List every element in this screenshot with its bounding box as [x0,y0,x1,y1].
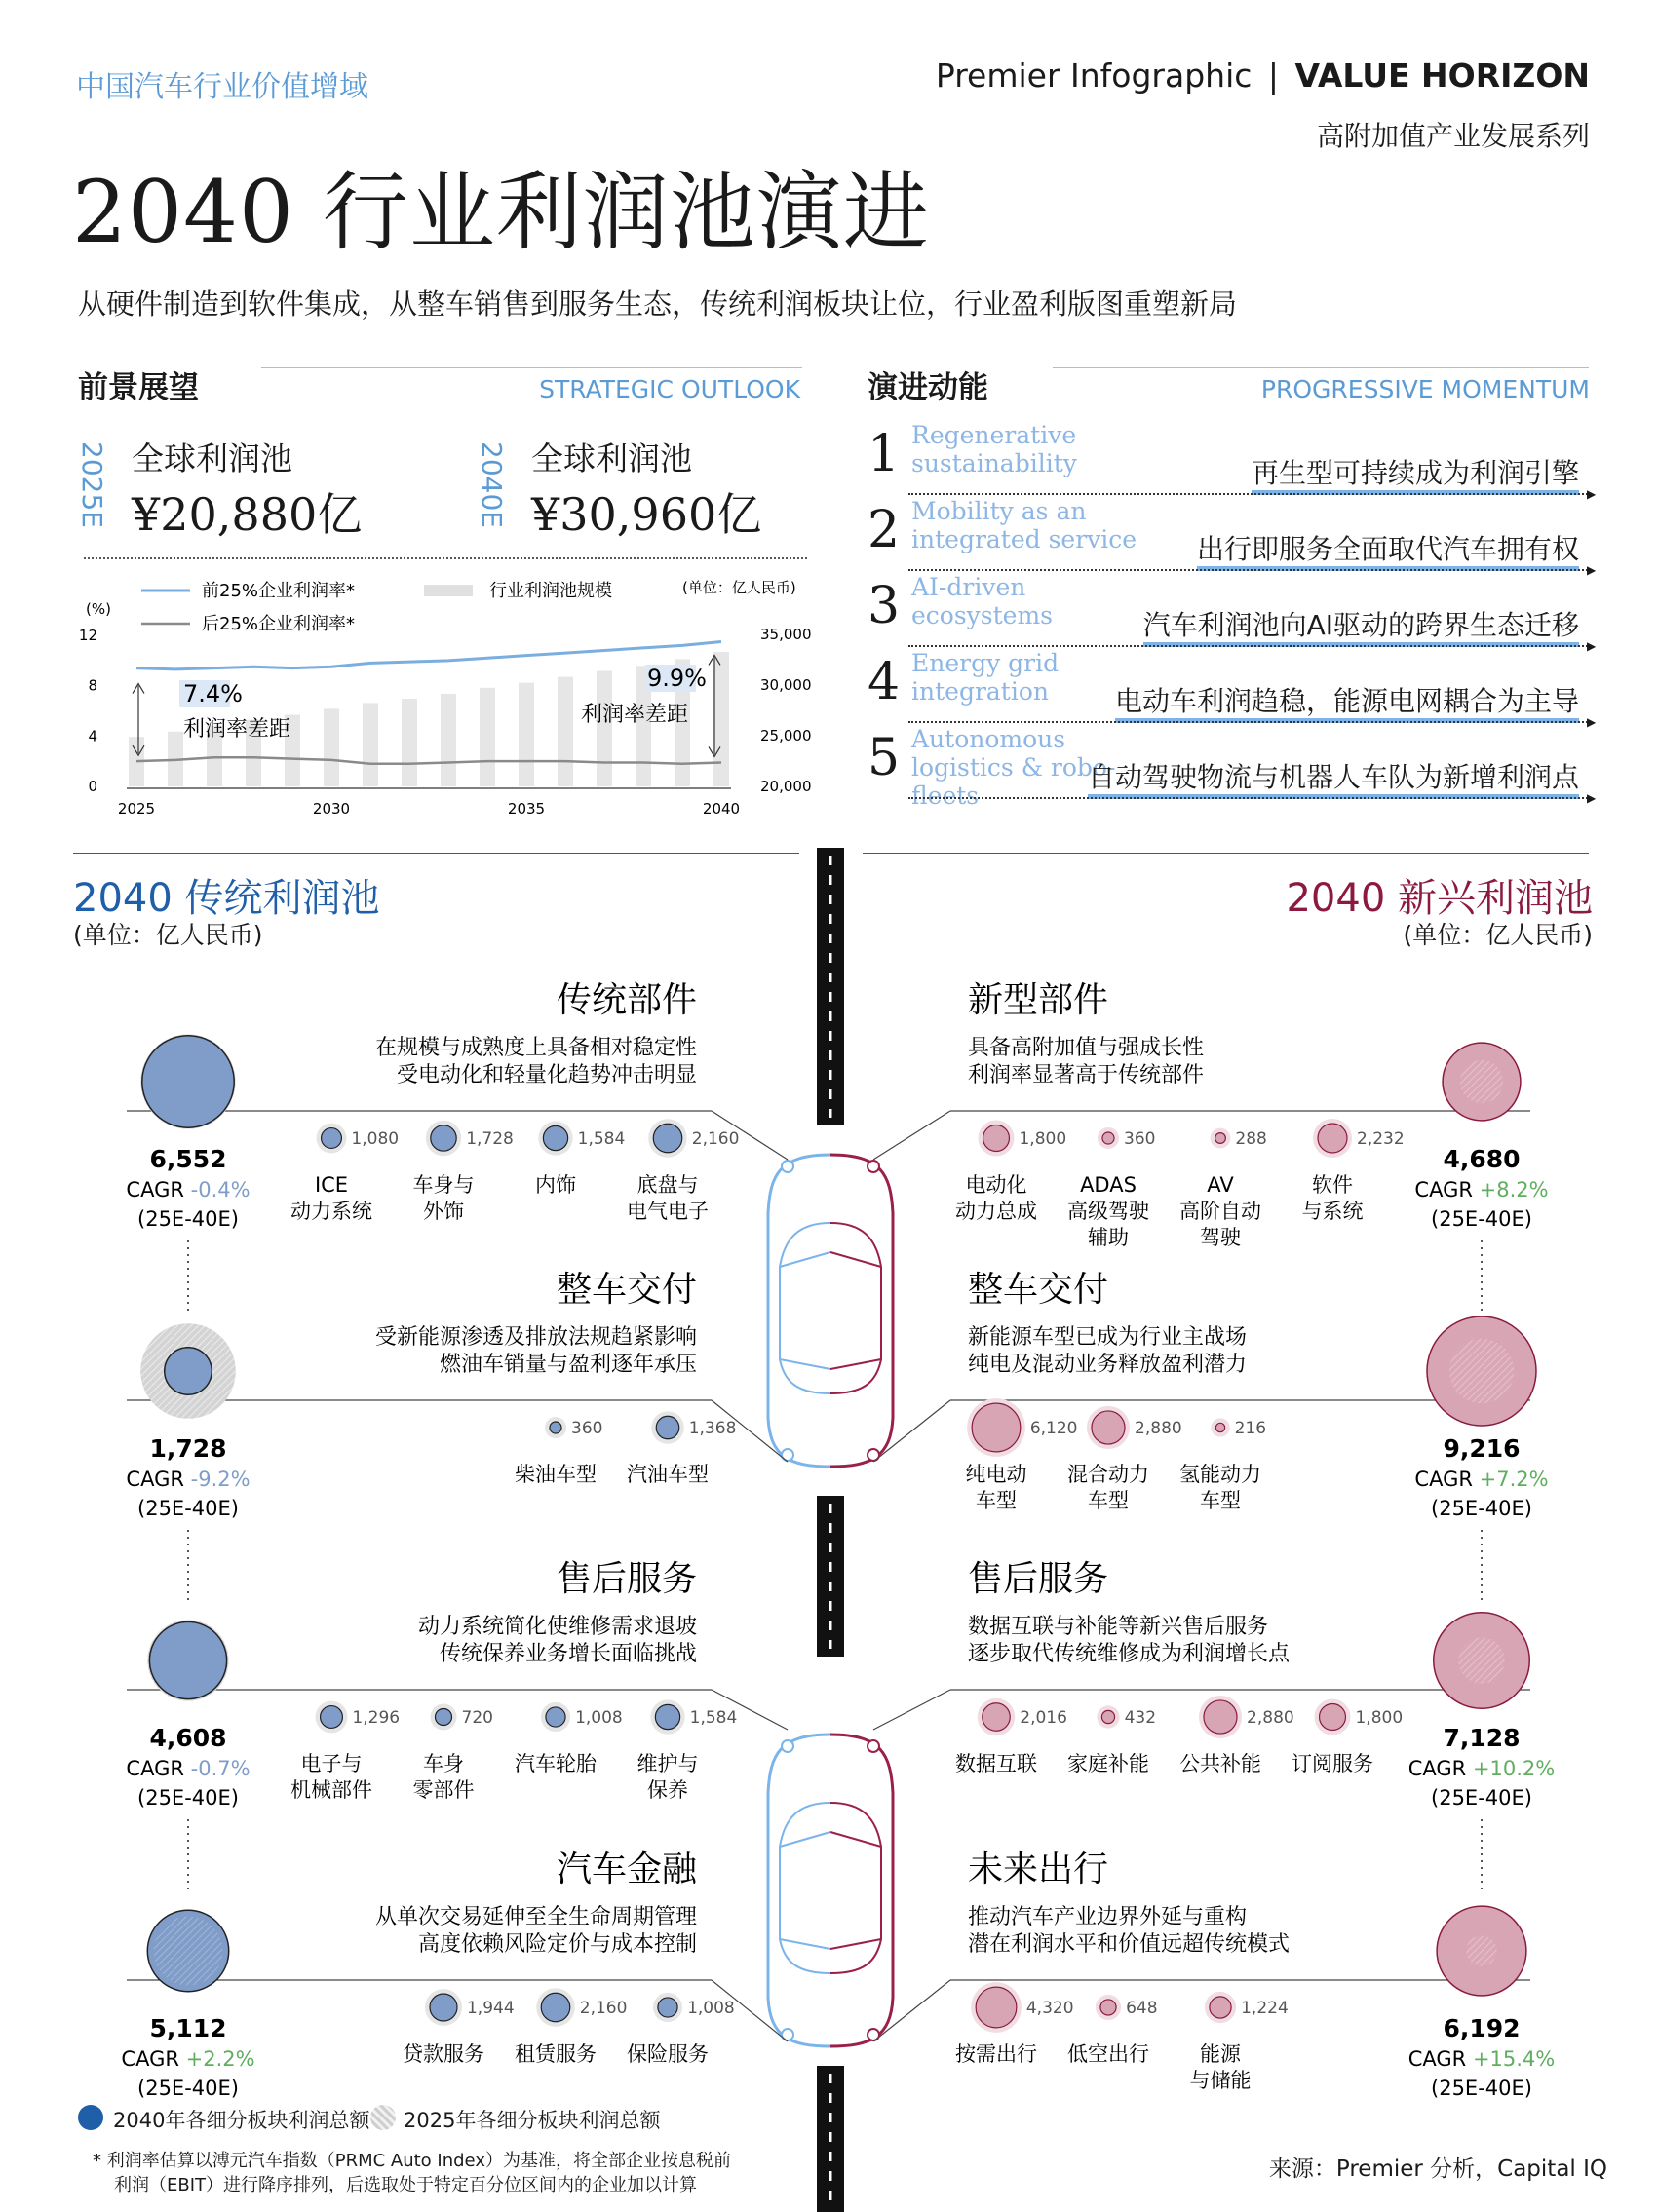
section-desc-1: 从单次交易延伸至全生命周期管理 [374,1905,697,1929]
section-title: 未来出行 [968,1850,1109,1889]
item-bubble-2040 [435,1708,451,1725]
item-bubble-2040 [983,1703,1011,1732]
brand-right: VALUE HORIZON [1294,57,1590,95]
profit-pool-bar [441,694,456,786]
momentum-cn: 自动驾驶物流与机器人车队为新增利润点 [1088,756,1579,795]
y-left-tick: 12 [78,627,97,644]
bubble-2025 [154,1917,223,1986]
cagr-label: CAGR [121,2047,186,2071]
item-label: 汽车轮胎 [515,1752,597,1775]
pool-2025-label: 全球利润池 [132,439,292,477]
section-period: (25E-40E) [137,1497,239,1520]
car-windshield-left [780,1252,830,1369]
item-bubble-2040 [653,1124,682,1153]
page-subtitle: 从硬件制造到软件集成，从整车销售到服务生态，传统利润板块让位，行业盈利版图重塑新局 [78,287,1238,321]
item-bubble-2040 [976,1987,1017,2028]
momentum-en: Autonomous logistics & robo-fleets [911,725,1116,810]
car-windshield-left [780,1832,830,1949]
item-bubble-2040 [983,1125,1010,1152]
car-light [782,1740,793,1752]
item-bubble-2040 [431,1125,456,1151]
section-cagr [1408,2047,1556,2071]
bubble-2040 [142,1036,234,1127]
momentum-item [868,571,1599,653]
bubble-2040 [149,1621,226,1698]
cagr-value: +8.2% [1479,1178,1549,1201]
cagr-label: CAGR [1407,1757,1473,1780]
footnote-line-2: 利润（EBIT）进行降序排列，后选取处于特定百分位区间内的企业加以计算 [114,2175,698,2195]
item-bubble-2040 [541,1993,570,2022]
gap-value-2040: 9.9% [647,665,707,692]
momentum-rule [1053,367,1589,368]
bubble-2025 [1466,1935,1496,1965]
section-desc-1: 推动汽车产业边界外延与重构 [968,1905,1248,1929]
item-label: 车型 [1088,1489,1129,1512]
cagr-value: +10.2% [1472,1757,1556,1780]
gap-label-2040: 利润率差距 [581,703,689,727]
momentum-en: Mobility as an integrated service [911,497,1137,553]
profit-pool-bar [324,708,339,786]
item-label: 软件 [1312,1173,1353,1197]
momentum-arrow-icon: ▶ [1587,487,1597,501]
section-period: (25E-40E) [1431,1497,1532,1520]
item-label: 动力总成 [955,1200,1037,1223]
car-windshield-right [830,1832,881,1949]
section-desc-1: 具备高附加值与强成长性 [968,1036,1205,1060]
y-left-tick: 0 [88,778,97,795]
section-period: (25E-40E) [1431,1786,1532,1810]
item-label: 能源 [1200,2042,1241,2066]
y-right-tick: 35,000 [760,626,812,643]
item-bubble-2040 [1320,1704,1346,1731]
section-desc-1: 新能源车型已成为行业主战场 [968,1325,1248,1350]
item-label: 按需出行 [955,2042,1037,2066]
header-kicker: 中国汽车行业价值增域 [76,70,368,104]
cagr-value: +15.4% [1472,2047,1556,2071]
section-title: 售后服务 [556,1559,697,1599]
momentum-item [868,723,1599,810]
profit-pool-bar [402,699,417,786]
item-bubble-2040 [972,1403,1021,1452]
item-value: 2,232 [1357,1129,1405,1149]
y-left-tick: 8 [88,676,97,695]
momentum-cn: 汽车利润池向AI驱动的跨界生态迁移 [1143,604,1579,643]
item-label: 保险服务 [627,2042,709,2066]
item-value: 648 [1126,1999,1158,2018]
emerging-section [873,1270,1549,1600]
profit-pool-bar [480,688,495,786]
item-label: ICE [314,1173,349,1197]
momentum-cn: 出行即服务全面取代汽车拥有权 [1197,528,1579,567]
momentum-number: 5 [868,729,901,787]
item-bubble-2040 [322,1128,342,1149]
item-value: 1,224 [1241,1999,1289,2018]
emerging-section [873,1559,1555,1890]
legend-bottom25-label: 后25%企业利润率* [202,614,356,634]
y-right-tick: 25,000 [760,727,812,744]
item-value: 1,296 [352,1708,401,1728]
legend-pool-label: 行业利润池规模 [489,581,612,601]
momentum-number: 4 [868,653,901,711]
connector-to-car [873,1980,950,2041]
outlook-rule [261,367,802,368]
legend-2040-label: 2040年各细分板块利润总额 [113,2109,370,2132]
section-desc-1: 动力系统简化使维修需求退坡 [417,1615,697,1639]
cagr-label: CAGR [126,1178,191,1201]
momentum-cn: 再生型可持续成为利润引擎 [1252,452,1579,491]
x-tick: 2035 [507,800,546,818]
car-windshield-right [830,1252,881,1369]
item-value: 2,160 [579,1999,628,2018]
momentum-number: 1 [868,425,901,483]
section-cagr [1414,1468,1548,1491]
section-desc-2: 纯电及混动业务释放盈利潜力 [968,1353,1248,1377]
footnote [93,2149,731,2197]
y-right-label: (单位：亿人民币) [682,579,796,596]
section-cagr [121,2047,254,2071]
item-label: 机械部件 [290,1778,372,1802]
bubble-2025 [1460,1060,1503,1103]
item-label: 贷款服务 [403,2042,484,2066]
traditional-pool-title: 2040 传统利润池 [73,876,380,921]
section-period: (25E-40E) [137,1786,239,1810]
traditional-section [121,1850,788,2100]
car-light [868,1161,879,1172]
item-bubble-2040 [543,1125,567,1150]
connector-to-car [873,1400,950,1462]
brand-left: Premier Infographic [935,57,1253,95]
section-total: 6,192 [1443,2014,1521,2042]
momentum-arrow-icon: ▶ [1587,791,1597,805]
momentum-number: 2 [868,501,901,559]
item-label: 底盘与 [636,1173,699,1197]
item-value: 1,944 [466,1999,515,2018]
traditional-unit: (单位：亿人民币) [73,921,263,949]
profit-pool-bar [558,677,573,786]
section-desc-2: 逐步取代传统维修成为利润增长点 [968,1642,1291,1666]
cagr-value: -9.2% [190,1468,251,1491]
item-value: 432 [1124,1708,1157,1728]
emerging-section [873,980,1549,1311]
section-title: 汽车金融 [556,1850,697,1889]
item-value: 1,008 [575,1708,623,1728]
y-left-tick: 4 [88,727,97,745]
item-label: ADAS [1080,1173,1137,1197]
item-value: 216 [1234,1419,1267,1438]
cagr-value: +2.2% [185,2047,255,2071]
item-bubble-2040 [1215,1423,1224,1431]
item-label: 动力系统 [290,1200,372,1223]
item-label: 混合动力 [1067,1463,1149,1486]
section-desc-1: 受新能源渗透及排放法规趋紧影响 [374,1325,697,1350]
cagr-label: CAGR [1407,2047,1473,2071]
outlook-divider [84,557,807,559]
item-label: 租赁服务 [515,2042,597,2066]
outlook-title: 前景展望 [78,370,199,405]
car-body-right [830,1155,893,1467]
item-label: 低空出行 [1067,2042,1149,2066]
profit-pool-bar [713,652,729,786]
item-value: 4,320 [1025,1999,1074,2018]
item-bubble-2040 [655,1704,679,1729]
legend-top25-label: 前25%企业利润率* [202,581,356,601]
x-tick: 2040 [702,800,741,818]
section-total: 4,680 [1443,1145,1521,1173]
item-label: 保养 [647,1778,688,1802]
item-value: 1,800 [1019,1129,1067,1149]
pool-2025-year: 2025E [76,441,108,528]
section-title: 售后服务 [968,1559,1109,1599]
item-label: 家庭补能 [1067,1752,1149,1775]
item-bubble-2040 [1204,1700,1237,1734]
momentum-en: Energy grid integration [911,649,1060,706]
outlook-title-en: STRATEGIC OUTLOOK [539,375,800,403]
item-label: 汽油车型 [627,1463,709,1486]
momentum-item [868,647,1599,729]
item-label: 高阶自动 [1179,1200,1261,1223]
momentum-title: 演进动能 [868,370,988,405]
item-value: 1,728 [466,1129,514,1149]
section-period: (25E-40E) [137,2077,239,2100]
item-value: 6,120 [1029,1419,1078,1438]
connector-to-car [873,1690,950,1730]
section-cagr [126,1757,250,1780]
item-label: 车型 [976,1489,1017,1512]
cagr-value: -0.4% [190,1178,251,1201]
car-bottom [768,1735,893,2046]
brand-sep: | [1267,57,1280,95]
cagr-label: CAGR [1414,1178,1480,1201]
momentum-en: Regenerative sustainability [911,421,1077,477]
item-label: 车身与 [412,1173,475,1197]
pool-2025-value: ¥20,880亿 [132,488,363,541]
section-title: 整车交付 [556,1270,697,1310]
section-cagr [1408,1757,1556,1780]
emerging-pool-title: 2040 新兴利润池 [1286,876,1593,921]
item-value: 2,880 [1135,1419,1182,1438]
item-label: 与储能 [1189,2069,1252,2092]
section-total: 9,216 [1443,1434,1521,1463]
item-bubble-2040 [550,1422,561,1433]
section-period: (25E-40E) [137,1207,239,1231]
item-bubble-2040 [430,1994,457,2021]
section-desc-2: 燃油车销量与盈利逐年承压 [439,1353,697,1377]
item-label: 车身 [423,1752,464,1775]
legend-pool-swatch [424,585,473,596]
section-cagr [1414,1178,1548,1201]
section-desc-1: 数据互联与补能等新兴售后服务 [968,1615,1269,1639]
item-bubble-2040 [321,1706,343,1729]
item-bubble-2040 [1318,1124,1347,1153]
item-bubble-2040 [1102,1132,1114,1144]
item-bubble-2040 [656,1416,678,1438]
pool-2040-label: 全球利润池 [531,439,692,477]
item-value: 1,008 [687,1999,735,2018]
section-cagr [126,1468,250,1491]
road-segment [817,848,844,1125]
momentum-dotted-rule [908,797,1591,799]
section-desc-2: 受电动化和轻量化趋势冲击明显 [396,1063,697,1087]
car-body-left [768,1155,830,1467]
item-label: 维护与 [636,1752,699,1775]
momentum-item [868,495,1599,577]
brand-line [936,57,1590,95]
emerging-section [873,1850,1555,2100]
cagr-value: -0.7% [190,1757,251,1780]
cagr-label: CAGR [126,1757,191,1780]
momentum-number: 3 [868,577,901,635]
pool-2040-year: 2040E [476,441,508,528]
item-value: 1,080 [351,1129,400,1149]
emerging-unit: (单位：亿人民币) [1403,921,1593,949]
y-right-tick: 30,000 [760,676,812,694]
cagr-label: CAGR [126,1468,191,1491]
section-desc-2: 利润率显著高于传统部件 [968,1063,1205,1087]
item-bubble-2040 [1100,2000,1116,2015]
bubble-2025 [1458,1637,1504,1683]
item-bubble-2040 [1215,1133,1226,1144]
road-segment [817,1496,844,1657]
traditional-section [126,1559,788,1890]
item-bubble-2040 [1101,1710,1114,1723]
profit-margin-chart [68,565,829,833]
item-bubble-2040 [1210,1997,1231,2018]
series-label: 高附加值产业发展系列 [1316,120,1590,152]
item-bubble-2040 [1092,1411,1125,1444]
section-period: (25E-40E) [1431,2077,1532,2100]
item-bubble-2040 [546,1707,565,1727]
item-bubble-2040 [658,1998,677,2017]
legend-2040-swatch [78,2105,103,2130]
item-value: 288 [1235,1129,1267,1149]
bubble-2040 [165,1348,212,1394]
car-light [782,1161,793,1172]
item-label: 电子与 [300,1752,363,1775]
item-label: 零部件 [412,1778,475,1802]
profit-pool-bar [363,703,378,786]
section-total: 1,728 [149,1434,227,1463]
section-title: 新型部件 [968,980,1109,1020]
pool-2040-value: ¥30,960亿 [531,488,762,541]
momentum-arrow-icon: ▶ [1587,563,1597,577]
gap-label-2025: 利润率差距 [183,717,291,742]
item-value: 1,584 [689,1708,738,1728]
item-value: 1,584 [577,1129,626,1149]
item-label: 氢能动力 [1179,1463,1261,1486]
section-total: 6,552 [149,1145,227,1173]
y-right-tick: 20,000 [760,778,812,795]
item-value: 2,160 [691,1129,740,1149]
bottom25-margin-line [136,757,721,763]
section-total: 7,128 [1443,1724,1521,1752]
momentum-item [868,419,1599,501]
item-label: 柴油车型 [515,1463,597,1486]
page-title: 2040 行业利润池演进 [72,162,930,262]
item-label: 公共补能 [1179,1752,1261,1775]
section-period: (25E-40E) [1431,1207,1532,1231]
item-value: 360 [1124,1129,1156,1149]
car-top [768,1155,893,1467]
car-body-right [830,1735,893,2046]
footnote-line-1: * 利润率估算以溥元汽车指数（PRMC Auto Index）为基准，将全部企业按息税前 [93,2151,731,2171]
cagr-value: +7.2% [1479,1468,1549,1491]
y-left-label: (%) [86,600,111,618]
top25-margin-line [136,641,721,668]
section-desc-2: 高度依赖风险定价与成本控制 [417,1932,697,1957]
item-label: 纯电动 [965,1463,1027,1486]
momentum-arrow-icon: ▶ [1587,715,1597,729]
item-value: 360 [571,1419,603,1438]
item-label: 辅助 [1088,1226,1129,1249]
item-value: 1,368 [688,1419,737,1438]
section-cagr [126,1178,250,1201]
legend-2025-label: 2025年各细分板块利润总额 [404,2109,661,2132]
source-note: 来源：Premier 分析，Capital IQ [1268,2156,1607,2182]
section-desc-2: 潜在利润水平和价值远超传统模式 [968,1932,1291,1957]
profit-pool-graphic [0,848,1658,2212]
item-value: 1,800 [1355,1708,1404,1728]
traditional-section [126,1270,788,1600]
x-tick: 2025 [117,800,156,818]
section-total: 4,608 [149,1724,227,1752]
section-total: 5,112 [149,2014,227,2042]
item-value: 720 [461,1708,493,1728]
car-light [868,1740,879,1752]
legend-2025-swatch [370,2105,396,2130]
item-label: 车型 [1200,1489,1241,1512]
momentum-arrow-icon: ▶ [1587,639,1597,653]
item-label: AV [1207,1173,1234,1197]
item-label: 外饰 [423,1200,464,1223]
item-label: 驾驶 [1200,1226,1241,1249]
section-desc-2: 传统保养业务增长面临挑战 [439,1642,697,1666]
profit-pool-bar [597,670,612,786]
item-label: 内饰 [535,1173,576,1197]
item-label: 高级驾驶 [1067,1200,1149,1223]
x-tick: 2030 [312,800,351,818]
bubble-2025 [1449,1339,1514,1403]
section-title: 传统部件 [556,980,697,1020]
traditional-section [126,980,788,1311]
gap-value-2025: 7.4% [183,680,243,707]
connector-to-car [873,1111,950,1160]
momentum-cn: 电动车利润趋稳，能源电网耦合为主导 [1115,680,1579,719]
profit-pool-bar [519,683,534,786]
item-label: 与系统 [1301,1200,1364,1223]
cagr-label: CAGR [1414,1468,1480,1491]
item-label: 数据互联 [955,1752,1037,1775]
momentum-en: AI-driven ecosystems [911,573,1054,629]
item-value: 2,880 [1247,1708,1294,1728]
section-desc-1: 在规模与成熟度上具备相对稳定性 [374,1036,697,1060]
momentum-title-en: PROGRESSIVE MOMENTUM [1260,375,1590,403]
car-body-left [768,1735,830,2046]
section-title: 整车交付 [968,1270,1109,1310]
item-label: 电动化 [965,1173,1027,1197]
item-value: 2,016 [1020,1708,1067,1728]
item-label: 订阅服务 [1292,1752,1373,1775]
item-label: 电气电子 [627,1200,709,1223]
